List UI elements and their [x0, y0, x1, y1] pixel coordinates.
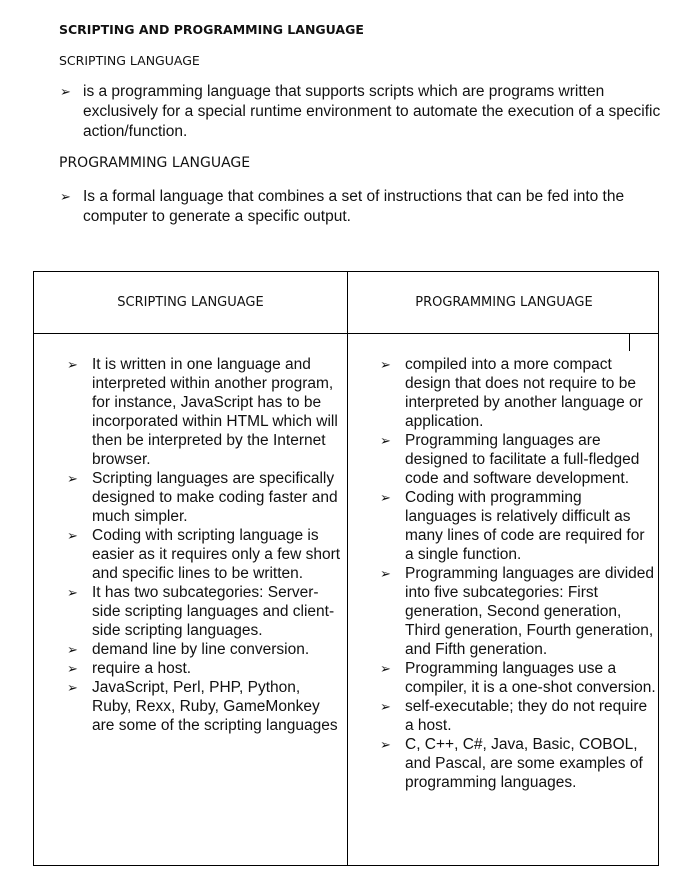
list-item-text: It has two subcategories: Server-side scripting languages and client-side scripting languages.: [92, 584, 335, 639]
arrow-bullet-icon: ➢: [380, 661, 391, 676]
list-item-text: JavaScript, Perl, PHP, Python, Ruby, Rexx, Ruby, GameMonkey are some of the scripting languages: [92, 679, 338, 734]
scripting-points-list: [67, 355, 343, 735]
list-item: [67, 640, 343, 659]
arrow-bullet-icon: ➢: [380, 433, 391, 448]
arrow-bullet-icon: ➢: [380, 699, 391, 714]
table-edge-mark: [629, 333, 630, 351]
list-item-text: Coding with scripting language is easier as it requires only a few short and specific lines to be written.: [92, 527, 341, 582]
list-item: [380, 355, 656, 431]
arrow-bullet-icon: ➢: [380, 490, 391, 505]
arrow-bullet-icon: ➢: [380, 737, 391, 752]
list-item-text: Programming languages use a compiler, it is a one-shot conversion.: [405, 660, 656, 696]
list-item: [67, 355, 343, 469]
list-item-text: compiled into a more compact design that does not require to be interpreted by another language or application.: [405, 356, 643, 430]
programming-points-list: [380, 355, 656, 792]
list-item: [380, 488, 656, 564]
arrow-bullet-icon: ➢: [60, 84, 71, 99]
list-item-text: Coding with programming languages is relatively difficult as many lines of code are required for a single function.: [405, 489, 645, 563]
arrow-bullet-icon: ➢: [60, 189, 71, 204]
arrow-bullet-icon: ➢: [67, 528, 78, 543]
list-item: [380, 697, 656, 735]
list-item: [380, 431, 656, 488]
comparison-table: [33, 271, 659, 866]
list-item-text: It is written in one language and interpreted within another program, for instance, JavaScript has to be incorporated within HTML which will then be interpreted by the Internet browser.: [92, 356, 338, 468]
list-item: [380, 564, 656, 659]
arrow-bullet-icon: ➢: [380, 357, 391, 372]
table-column-divider: [347, 272, 348, 865]
arrow-bullet-icon: ➢: [67, 585, 78, 600]
list-item-text: Programming languages are designed to facilitate a full-fledged code and software development.: [405, 432, 640, 487]
list-item: [67, 526, 343, 583]
programming-language-heading: PROGRAMMING LANGUAGE: [59, 155, 251, 171]
scripting-definition-text: is a programming language that supports scripts which are programs written exclusively for a special runtime environment to automate the execution of a specific action/function.: [83, 83, 661, 140]
list-item-text: require a host.: [92, 660, 192, 677]
scripting-definition: [60, 82, 675, 142]
list-item-text: demand line by line conversion.: [92, 641, 310, 658]
table-row-divider: [34, 333, 658, 334]
document-title: SCRIPTING AND PROGRAMMING LANGUAGE: [59, 22, 364, 37]
arrow-bullet-icon: ➢: [380, 566, 391, 581]
scripting-language-heading: SCRIPTING LANGUAGE: [59, 53, 200, 68]
list-item-text: Programming languages are divided into five subcategories: First generation, Second generation, Third generation, Fourth generation, and Fifth generation.: [405, 565, 655, 658]
list-item: [67, 678, 343, 735]
arrow-bullet-icon: ➢: [67, 357, 78, 372]
programming-definition-text: Is a formal language that combines a set of instructions that can be fed into the computer to generate a specific output.: [83, 188, 625, 225]
list-item: [380, 735, 656, 792]
list-item: [67, 583, 343, 640]
list-item: [380, 659, 656, 697]
table-header-programming: PROGRAMMING LANGUAGE: [415, 295, 593, 310]
list-item-text: C, C++, C#, Java, Basic, COBOL, and Pascal, are some examples of programming languages.: [405, 736, 643, 791]
list-item: [67, 469, 343, 526]
arrow-bullet-icon: ➢: [67, 642, 78, 657]
programming-definition: [60, 187, 675, 227]
arrow-bullet-icon: ➢: [67, 661, 78, 676]
arrow-bullet-icon: ➢: [67, 471, 78, 486]
table-header-scripting: SCRIPTING LANGUAGE: [117, 295, 264, 310]
list-item-text: Scripting languages are specifically designed to make coding faster and much simpler.: [92, 470, 338, 525]
arrow-bullet-icon: ➢: [67, 680, 78, 695]
list-item: [67, 659, 343, 678]
list-item-text: self-executable; they do not require a host.: [405, 698, 648, 734]
